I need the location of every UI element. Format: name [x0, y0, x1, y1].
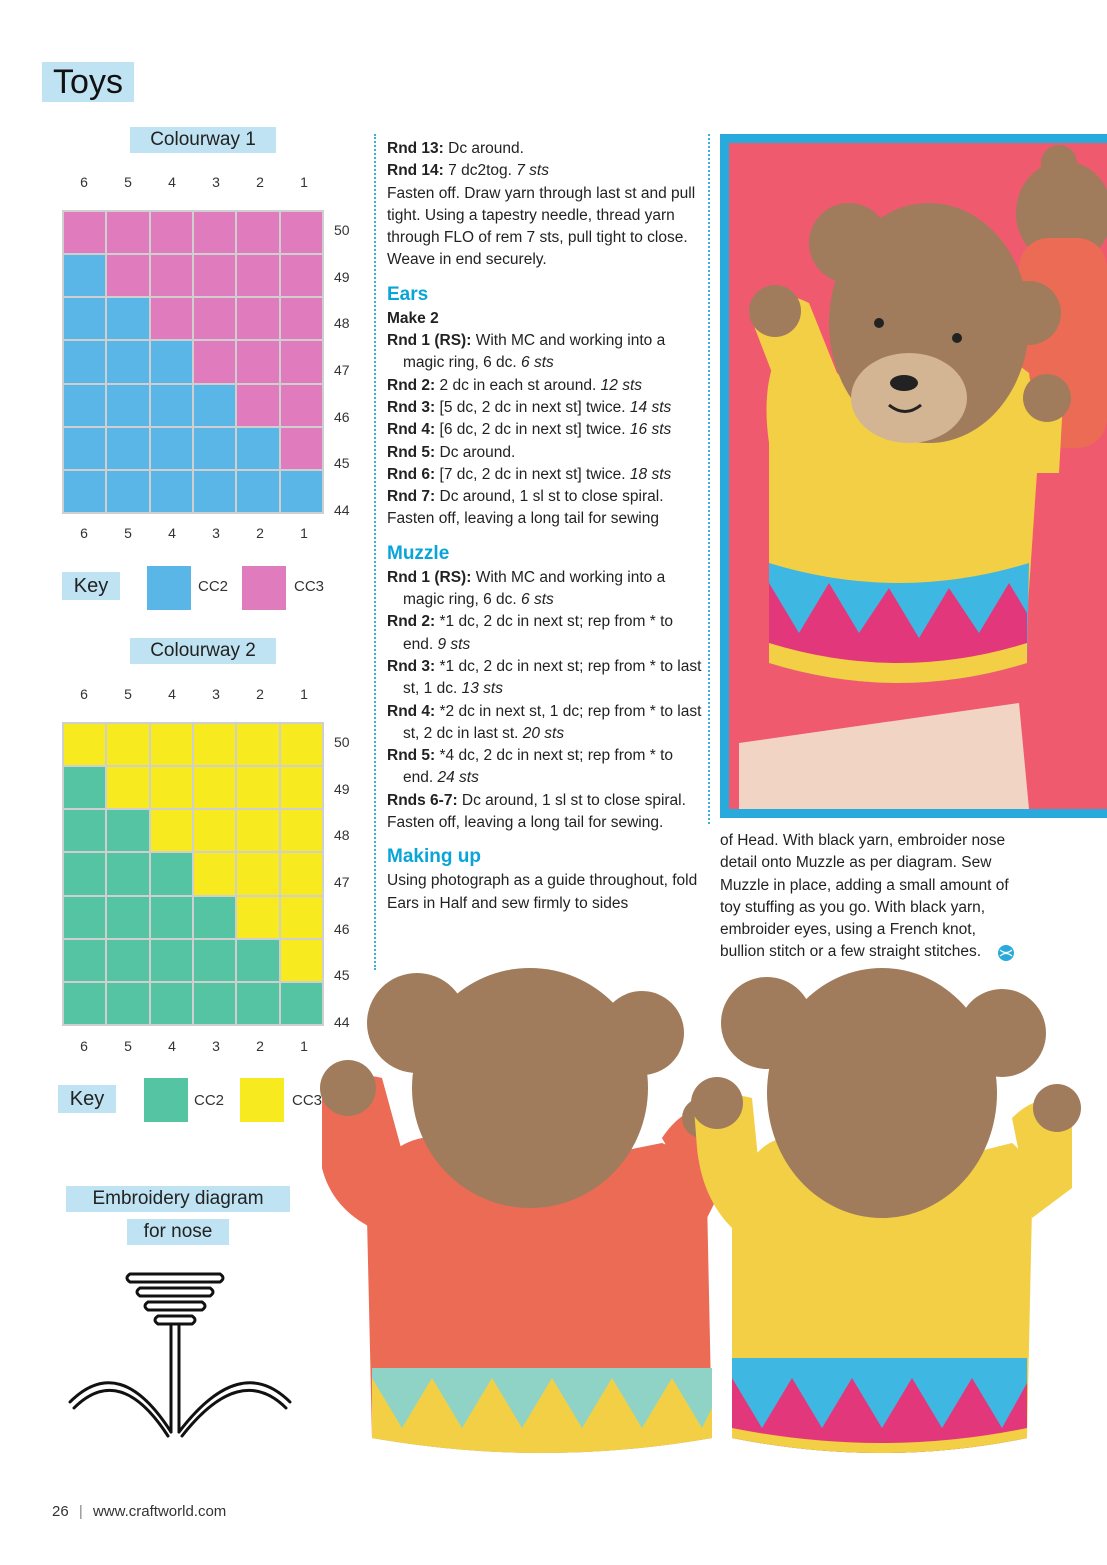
chart-cell — [107, 853, 148, 894]
column-number: 1 — [300, 174, 308, 190]
chart-cell — [194, 853, 235, 894]
chart-cell — [64, 810, 105, 851]
chart-cell — [107, 255, 148, 296]
making-up-text-1: Using photograph as a guide throughout, fold Ears in Half and sew firmly to sides — [387, 872, 698, 912]
pattern-round: Rnd 6: [7 dc, 2 dc in next st] twice. 18 sts — [387, 465, 672, 483]
chart-cell — [151, 428, 192, 469]
chart-cell — [64, 983, 105, 1024]
chart-cell — [151, 212, 192, 253]
chart-cell — [64, 471, 105, 512]
colourway-1-row-numbers — [334, 222, 360, 518]
section-tag: Toys — [42, 62, 134, 102]
row-number: 48 — [334, 315, 350, 332]
chart-cell — [64, 724, 105, 765]
column-number: 5 — [124, 686, 132, 702]
column-number: 4 — [168, 525, 176, 541]
colourway-1-grid — [62, 210, 324, 514]
row-number: 49 — [334, 268, 350, 285]
chart-cell — [64, 853, 105, 894]
chart-cell — [107, 298, 148, 339]
column-number: 5 — [124, 525, 132, 541]
pattern-round: Rnd 1 (RS): With MC and working into a magic ring, 6 dc. 6 sts — [387, 568, 666, 609]
column-number: 2 — [256, 1038, 264, 1054]
chart-cell — [281, 212, 322, 253]
chart-cell — [194, 212, 235, 253]
chart-cell — [194, 255, 235, 296]
chart-cell — [64, 428, 105, 469]
pattern-round: Rnd 7: Dc around, 1 sl st to close spiral. — [387, 488, 664, 506]
pattern-round: Rnd 2: 2 dc in each st around. 12 sts — [387, 376, 643, 394]
photo-frame — [720, 134, 1107, 818]
chart-cell — [64, 341, 105, 382]
chart-cell — [281, 810, 322, 851]
chart-cell — [64, 385, 105, 426]
pattern-round: Rnd 5: *4 dc, 2 dc in next st; rep from * to end. 24 sts — [387, 747, 673, 787]
chart-cell — [151, 983, 192, 1024]
row-number: 46 — [334, 408, 350, 425]
embroidery-title-line2: for nose — [127, 1219, 229, 1245]
pattern-round: Rnd 1 (RS): With MC and working into a magic ring, 6 dc. 6 sts — [387, 332, 666, 372]
colourway-1-cc3-label: CC3 — [294, 578, 325, 595]
colourway-2-cc2-swatch — [144, 1078, 188, 1122]
chart-cell — [281, 385, 322, 426]
chart-cell — [107, 767, 148, 808]
column-number: 3 — [212, 1038, 220, 1054]
row-number: 49 — [334, 780, 350, 797]
chart-cell — [237, 897, 278, 938]
chart-cell — [151, 853, 192, 894]
chart-cell — [237, 724, 278, 765]
chart-cell — [237, 255, 278, 296]
colourway-1-cc3-swatch — [242, 566, 286, 610]
row-number: 46 — [334, 920, 350, 937]
chart-cell — [194, 428, 235, 469]
chart-cell — [107, 212, 148, 253]
chart-cell — [64, 298, 105, 339]
chart-cell — [151, 724, 192, 765]
colourway-1-cc2-swatch — [147, 566, 191, 610]
row-number: 45 — [334, 967, 350, 984]
chart-cell — [64, 897, 105, 938]
column-number: 3 — [212, 686, 220, 702]
colourway-2-column-numbers — [74, 686, 314, 702]
chart-cell — [281, 767, 322, 808]
colourway-1-title: Colourway 1 — [130, 127, 276, 153]
colourway-2-cc3-label: CC3 — [292, 1092, 323, 1109]
colourway-2-title: Colourway 2 — [130, 638, 276, 664]
muzzle-rounds — [387, 567, 703, 812]
row-number: 44 — [334, 501, 350, 518]
chart-cell — [107, 897, 148, 938]
muzzle-fasten: Fasten off, leaving a long tail for sewing. — [387, 814, 664, 832]
chart-cell — [107, 983, 148, 1024]
chart-cell — [151, 897, 192, 938]
pattern-round: Rnd 5: Dc around. — [387, 443, 516, 461]
chart-cell — [194, 298, 235, 339]
column-number: 2 — [256, 686, 264, 702]
colourway-1-column-numbers — [74, 174, 314, 190]
colourway-2-grid — [62, 722, 324, 1026]
chart-cell — [194, 810, 235, 851]
ears-rounds — [387, 330, 703, 508]
chart-cell — [237, 212, 278, 253]
fasten-off-head: Fasten off. Draw yarn through last st and pull tight. Using a tapestry needle, thread yarn through FLO of rem 7 sts, pull tight to close. — [387, 184, 696, 247]
chart-cell — [281, 298, 322, 339]
column-number: 3 — [212, 174, 220, 190]
chart-cell — [194, 471, 235, 512]
column-number: 6 — [80, 1038, 88, 1054]
chart-cell — [107, 810, 148, 851]
column-number: 1 — [300, 525, 308, 541]
column-number: 6 — [80, 525, 88, 541]
colourway-2-column-numbers-bottom — [74, 1038, 314, 1054]
column-number: 6 — [80, 174, 88, 190]
chart-cell — [107, 385, 148, 426]
pattern-round: Rnd 2: *1 dc, 2 dc in next st; rep from * to end. 9 sts — [387, 613, 673, 653]
chart-cell — [107, 940, 148, 981]
pattern-round: Rnd 3: [5 dc, 2 dc in next st] twice. 14 sts — [387, 398, 672, 416]
chart-cell — [64, 767, 105, 808]
embroidery-title-line1: Embroidery diagram — [66, 1186, 290, 1212]
pattern-column — [387, 138, 703, 915]
bear-puppet-photo — [729, 143, 1107, 809]
chart-cell — [194, 341, 235, 382]
column-number: 4 — [168, 1038, 176, 1054]
column-number: 2 — [256, 525, 264, 541]
pattern-round: Rnds 6-7: Dc around, 1 sl st to close spiral. — [387, 791, 686, 809]
chart-cell — [194, 983, 235, 1024]
chart-cell — [194, 897, 235, 938]
chart-cell — [281, 428, 322, 469]
column-number: 3 — [212, 525, 220, 541]
chart-cell — [194, 724, 235, 765]
column-number: 1 — [300, 1038, 308, 1054]
colourway-2-key-label: Key — [58, 1085, 116, 1113]
yarn-ball-end-icon — [997, 944, 1015, 962]
column-number: 6 — [80, 686, 88, 702]
chart-cell — [107, 471, 148, 512]
chart-cell — [107, 341, 148, 382]
row-number: 50 — [334, 222, 350, 238]
row-number: 48 — [334, 827, 350, 844]
row-number: 44 — [334, 1013, 350, 1030]
rnd13-line: Rnd 13: Dc around. — [387, 140, 524, 157]
row-number: 47 — [334, 873, 350, 890]
muzzle-heading: Muzzle — [387, 542, 450, 564]
chart-cell — [64, 212, 105, 253]
chart-cell — [151, 298, 192, 339]
chart-cell — [107, 428, 148, 469]
making-up-heading: Making up — [387, 846, 481, 868]
chart-cell — [237, 471, 278, 512]
chart-cell — [237, 767, 278, 808]
chart-cell — [151, 767, 192, 808]
chart-cell — [237, 385, 278, 426]
column-number: 1 — [300, 686, 308, 702]
column-divider-right — [708, 134, 710, 824]
chart-cell — [281, 853, 322, 894]
ears-fasten: Fasten off, leaving a long tail for sewing — [387, 510, 659, 528]
colourway-1-column-numbers-bottom — [74, 525, 314, 541]
column-number: 4 — [168, 686, 176, 702]
chart-cell — [281, 897, 322, 938]
chart-cell — [237, 298, 278, 339]
colourway-2-cc2-label: CC2 — [194, 1092, 225, 1109]
ears-make: Make 2 — [387, 309, 439, 327]
chart-cell — [237, 341, 278, 382]
two-bear-puppets-photo — [312, 968, 1092, 1468]
row-number: 50 — [334, 734, 350, 750]
page-number: 26 — [52, 1503, 69, 1520]
colourway-2-cc3-swatch — [240, 1078, 284, 1122]
chart-cell — [237, 940, 278, 981]
chart-cell — [151, 255, 192, 296]
chart-cell — [237, 983, 278, 1024]
making-up-text-2: of Head. With black yarn, embroider nose detail onto Muzzle as per diagram. Sew Muzzle in place, adding a small amount of toy stuffing as you go. With black yarn, embroider eyes, using a French knot, bullion stitch or a few straight stitches. — [720, 832, 1009, 961]
pattern-round: Rnd 4: [6 dc, 2 dc in next st] twice. 16 sts — [387, 421, 672, 439]
ears-heading: Ears — [387, 283, 429, 305]
chart-cell — [237, 853, 278, 894]
pattern-round: Rnd 4: *2 dc in next st, 1 dc; rep from * to last st, 2 dc in last st. 20 sts — [387, 702, 702, 742]
row-number: 47 — [334, 361, 350, 378]
chart-cell — [151, 940, 192, 981]
chart-cell — [64, 255, 105, 296]
footer-separator: | — [78, 1503, 83, 1520]
chart-cell — [64, 940, 105, 981]
chart-cell — [237, 428, 278, 469]
chart-cell — [194, 385, 235, 426]
chart-cell — [151, 810, 192, 851]
chart-cell — [281, 471, 322, 512]
column-number: 5 — [124, 174, 132, 190]
column-divider-left — [374, 134, 376, 970]
chart-cell — [281, 341, 322, 382]
column-number: 2 — [256, 174, 264, 190]
page-footer — [52, 1503, 226, 1520]
column-number: 4 — [168, 174, 176, 190]
nose-embroidery-diagram — [60, 1262, 300, 1442]
chart-cell — [237, 810, 278, 851]
colourway-1-cc2-label: CC2 — [198, 578, 229, 595]
chart-cell — [151, 341, 192, 382]
chart-cell — [151, 385, 192, 426]
chart-cell — [107, 724, 148, 765]
rnd14-line: Rnd 14: 7 dc2tog. 7 sts — [387, 162, 549, 180]
weave-in-line: Weave in end securely. — [387, 251, 547, 269]
chart-cell — [194, 940, 235, 981]
footer-url[interactable]: www.craftworld.com — [92, 1503, 227, 1520]
making-up-continued — [720, 830, 1020, 964]
row-number: 45 — [334, 455, 350, 472]
chart-cell — [194, 767, 235, 808]
colourway-1-key-label: Key — [62, 572, 120, 600]
column-number: 5 — [124, 1038, 132, 1054]
pattern-round: Rnd 3: *1 dc, 2 dc in next st; rep from * to last st, 1 dc. 13 sts — [387, 657, 702, 698]
chart-cell — [151, 471, 192, 512]
chart-cell — [281, 724, 322, 765]
chart-cell — [281, 255, 322, 296]
